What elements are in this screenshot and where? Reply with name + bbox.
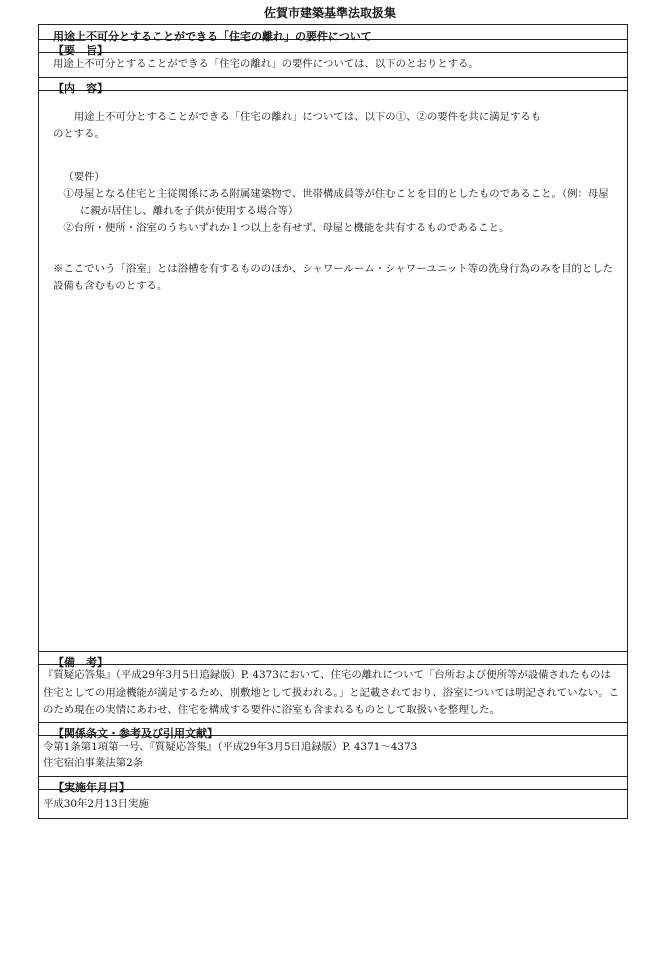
- date-label: 【実施年月日】: [39, 776, 627, 789]
- content-label: 【内 容】: [39, 77, 627, 90]
- implementation-date: 平成30年2月13日実施: [39, 789, 627, 818]
- content-intro-line1: 用途上不可分とすることができる「住宅の離れ」については、以下の①、②の要件を共に満足するも: [73, 111, 542, 123]
- reference-item: 住宅宿泊事業法第2条: [43, 756, 144, 769]
- content-body: [39, 90, 627, 651]
- subject-title: 用途上不可分とすることができる「住宅の離れ」の要件について: [53, 30, 372, 43]
- summary-text: 用途上不可分とすることができる「住宅の離れ」の要件については、以下のとおりとする。: [39, 52, 627, 77]
- requirement-1: ①母屋となる住宅と主従関係にある附属建築物で、世帯構成員等が住むことを目的としたものであること。（例：母屋に親が居住し、離れを子供が使用する場合等）: [63, 188, 609, 217]
- document-sheet: [38, 24, 628, 819]
- reference-item: 令第1条第1項第一号、『質疑応答集』（平成29年3月5日追録版）P. 4371～4373: [43, 740, 418, 753]
- bath-note: ※ここでいう「浴室」とは浴槽を有するもののほか、シャワールーム・シャワーユニット等の洗身行為のみを目的とした設備も含むものとする。: [53, 263, 614, 292]
- requirements-heading: （要件）: [63, 171, 105, 183]
- summary-label: 【要 旨】: [39, 39, 627, 52]
- remarks-label: 【備 考】: [39, 651, 627, 664]
- references-list: [39, 735, 627, 776]
- content-intro-line2: のとする。: [53, 128, 105, 140]
- document-header-title: 佐賀市建築基準法取扱集: [263, 6, 396, 20]
- remarks-text: 『質疑応答集』（平成29年3月5日追録版）P. 4373において、住宅の離れについて「台所および便所等が設備されたものは住宅としての用途機能が満足するため、別敷地として扱われる。」と記載されており、浴室については明記されていない。このため現在の実情にあわせ、住宅を構成する要件に浴室も含まれるものとして取扱いを整理した。: [39, 664, 627, 722]
- references-label: 【関係条文・参考及び引用文献】: [39, 722, 627, 735]
- requirement-2: ②台所・便所・浴室のうちいずれか１つ以上を有せず、母屋と機能を共有するものであること。: [63, 222, 510, 234]
